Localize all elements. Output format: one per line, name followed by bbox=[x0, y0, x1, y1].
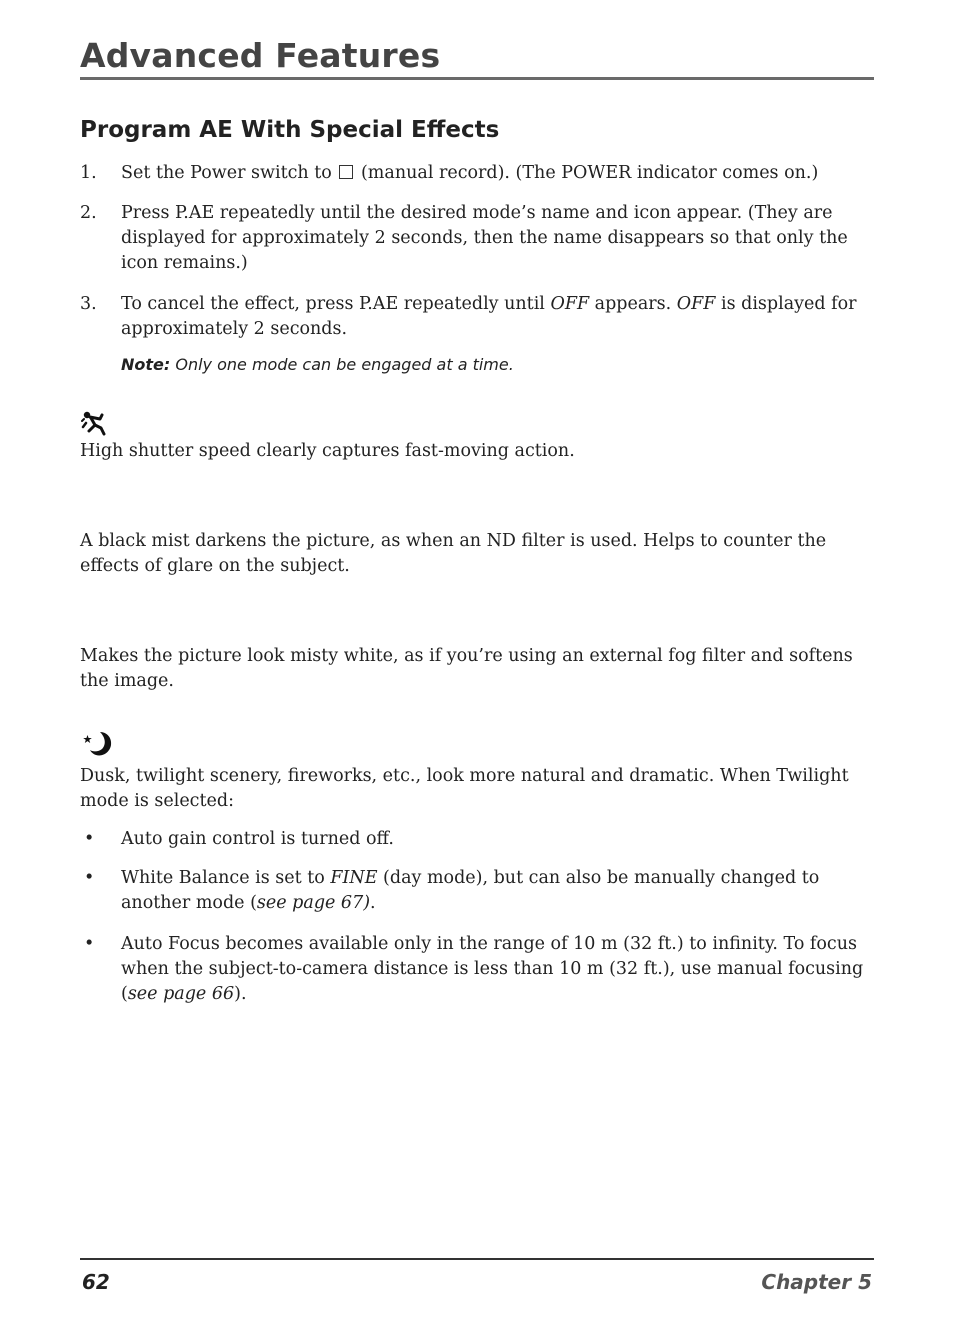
chapter-label: Chapter 5 bbox=[761, 1270, 872, 1294]
bullet-item bbox=[80, 827, 870, 852]
step-text: (manual record). (The POWER indicator comes on.) bbox=[360, 163, 819, 183]
header-rule bbox=[80, 77, 874, 80]
bullet-item bbox=[80, 932, 870, 1007]
twilight-moon-star-icon bbox=[83, 730, 115, 758]
step-text: appears. bbox=[589, 294, 677, 314]
mode-description-sports: High shutter speed clearly captures fast-moving action. bbox=[80, 441, 575, 461]
bullet-text: ). bbox=[234, 984, 247, 1004]
bullet-dot: • bbox=[84, 868, 95, 888]
step-number: 3. bbox=[80, 294, 97, 314]
step-text: is displayed for approximately 2 seconds. bbox=[121, 294, 857, 339]
step-text: Set the Power switch to bbox=[121, 163, 332, 183]
note-text: Only one mode can be engaged at a time. bbox=[170, 355, 514, 374]
bullet-text: White Balance is set to bbox=[121, 868, 331, 888]
step-text: To cancel the effect, press P.AE repeatedly until bbox=[121, 294, 551, 314]
step-number: 1. bbox=[80, 163, 97, 183]
page-number: 62 bbox=[82, 1270, 110, 1294]
bullet-text: Auto gain control is turned off. bbox=[121, 829, 394, 849]
step-2 bbox=[80, 201, 870, 276]
mode-description-fog: Makes the picture look misty white, as if you’re using an external fog filter and softens the image. bbox=[80, 646, 853, 691]
step-text: Press P.AE repeatedly until the desired mode’s name and icon appear. (They are displayed for approximately 2 seconds, then the name disappears so that only the icon remains.) bbox=[121, 203, 848, 273]
bullet-dot: • bbox=[84, 934, 95, 954]
bullet-text: . bbox=[370, 893, 376, 913]
off-label: OFF bbox=[550, 294, 590, 314]
bullet-text: Auto Focus becomes available only in the range of 10 m (32 ft.) to infinity. To focus when the subject-to-camera distance is less than 10 m (32 ft.), use manual focusing ( bbox=[121, 934, 864, 1004]
note-label: Note: bbox=[121, 355, 171, 374]
page-reference: see page 67) bbox=[256, 893, 371, 913]
mode-description-twilight: Dusk, twilight scenery, fireworks, etc., look more natural and dramatic. When Twilight mode is selected: bbox=[80, 766, 849, 811]
mode-description-mist: A black mist darkens the picture, as when an ND filter is used. Helps to counter the effects of glare on the subject. bbox=[80, 531, 827, 576]
bullet-text: (day mode), but can also be manually changed to another mode ( bbox=[121, 868, 820, 913]
sports-runner-icon bbox=[81, 410, 109, 436]
step-1 bbox=[80, 161, 870, 186]
fine-label: FINE bbox=[330, 868, 378, 888]
manual-record-icon bbox=[339, 165, 353, 179]
page-reference: see page 66 bbox=[127, 984, 235, 1004]
bullet-dot: • bbox=[84, 829, 95, 849]
footer-rule bbox=[80, 1258, 874, 1260]
off-label: OFF bbox=[676, 294, 716, 314]
bullet-item bbox=[80, 866, 870, 916]
note bbox=[121, 355, 514, 374]
step-3 bbox=[80, 292, 870, 342]
section-title: Program AE With Special Effects bbox=[80, 117, 500, 143]
page-header-title: Advanced Features bbox=[80, 36, 441, 75]
step-number: 2. bbox=[80, 203, 97, 223]
